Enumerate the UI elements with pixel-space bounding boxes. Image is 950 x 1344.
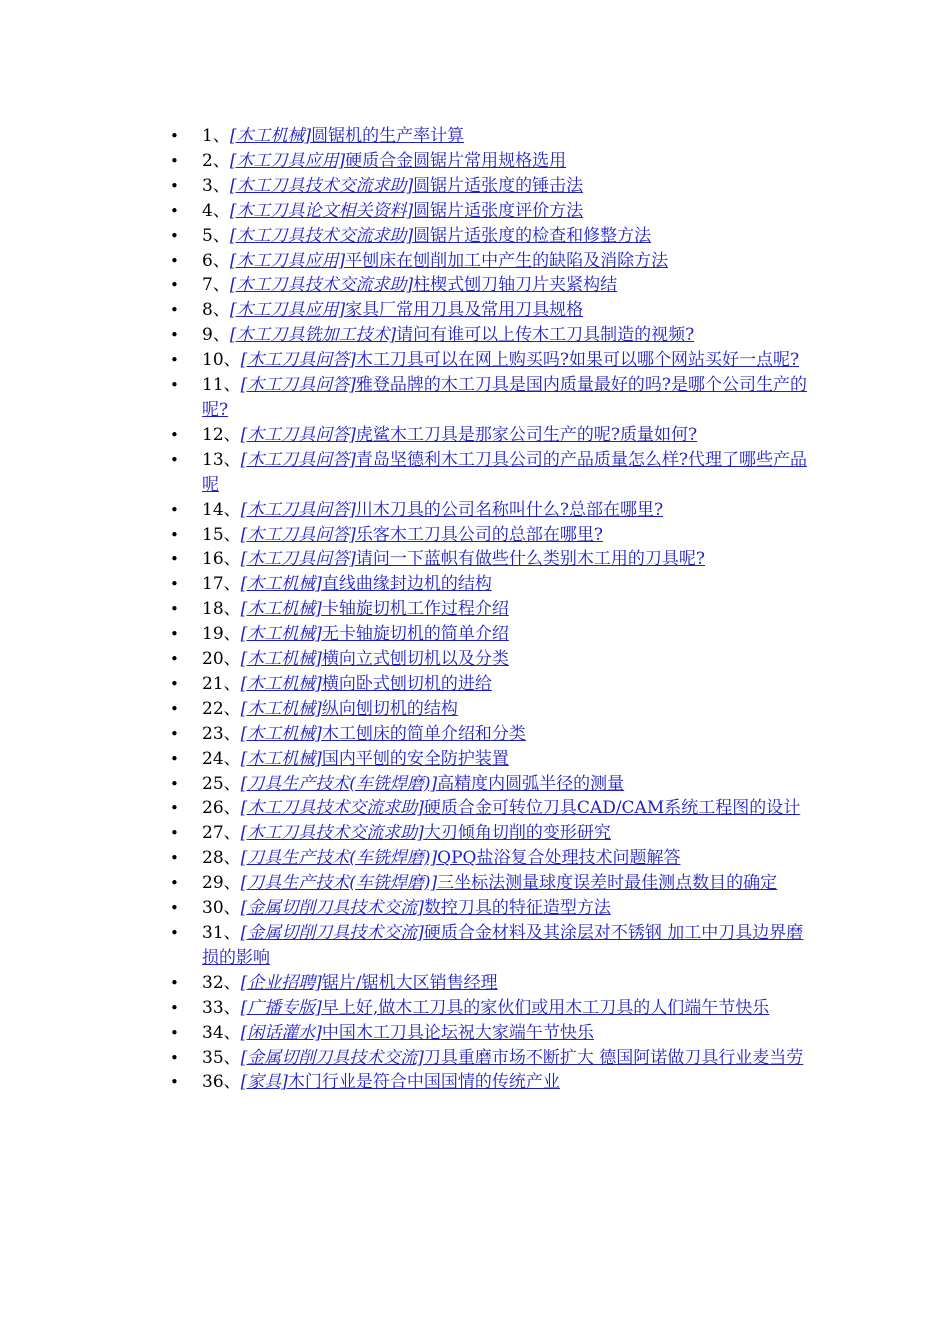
bullet-icon: • [170,650,179,669]
bullet-icon: • [170,874,179,893]
bullet-icon: • [170,525,179,544]
topic-link[interactable]: 木门行业是符合中国国情的传统产业 [287,1072,560,1093]
bullet-icon: • [170,127,179,145]
topic-link[interactable]: 硬质合金材料及其涂层对不锈钢 加工中刀具边界磨损的影响 [202,923,804,968]
list-item [168,647,808,672]
item-number: 28、 [202,848,241,869]
category-link[interactable]: [金属切削刀具技术交流] [240,898,424,919]
list-item [168,547,808,572]
category-link[interactable]: [广播专版] [240,997,322,1018]
category-link[interactable]: [木工机械] [240,574,322,595]
list-item [168,622,808,647]
bullet-icon: • [170,151,179,170]
category-link[interactable]: [木工刀具论文相关资料] [229,200,414,221]
list-item [168,871,808,896]
list-item [168,249,808,274]
category-link[interactable]: [木工机械] [240,723,322,744]
item-number: 2、 [202,150,230,171]
list-item [168,1046,808,1071]
item-number: 1、 [202,126,230,146]
topic-link[interactable]: 木工刨床的简单介绍和分类 [321,723,526,744]
category-link[interactable]: [木工刀具技术交流求助] [229,175,414,196]
item-number: 31、 [202,923,241,943]
topic-link[interactable]: 早上好,做木工刀具的家伙们或用木工刀具的人们端午节快乐 [321,997,770,1018]
item-number: 9、 [202,325,230,346]
category-link[interactable]: [木工机械] [240,649,322,670]
bullet-icon: • [170,226,179,245]
item-number: 5、 [202,225,230,246]
bullet-icon: • [170,326,179,345]
item-number: 17、 [202,574,241,595]
topic-link[interactable]: 木工刀具可以在网上购买吗?如果可以哪个网站买好一点呢? [355,350,800,371]
item-number: 35、 [202,1047,241,1068]
topic-link[interactable]: 家具厂常用刀具及常用刀具规格 [345,300,584,321]
topic-link[interactable]: 雅登品牌的木工刀具是国内质量最好的吗?是哪个公司生产的呢? [202,375,808,420]
item-number: 11、 [202,375,241,396]
category-link[interactable]: [木工刀具应用] [229,300,346,321]
category-link[interactable]: [刀具生产技术(车铣焊磨)] [240,873,438,894]
bullet-icon: • [170,1073,179,1092]
bullet-icon: • [170,351,179,370]
bullet-icon: • [170,899,179,918]
bullet-icon: • [170,799,179,818]
bullet-icon: • [170,425,179,444]
list-item [168,423,808,448]
bullet-icon: • [170,550,179,569]
list-item [168,672,808,697]
bullet-icon: • [170,176,179,195]
item-number: 13、 [202,449,241,470]
list-item [168,896,808,921]
topic-link[interactable]: 三坐标法测量球度误差时最佳测点数目的确定 [437,873,778,894]
bullet-icon: • [170,376,179,395]
bullet-icon: • [170,998,179,1017]
category-link[interactable]: [木工刀具技术交流求助] [240,823,424,844]
category-link[interactable]: [木工刀具问答] [240,549,356,570]
list-item [168,796,808,821]
list-item [168,747,808,772]
list-item [168,373,808,423]
category-link[interactable]: [家具] [240,1072,288,1093]
item-number: 23、 [202,723,241,744]
list-item [168,921,808,971]
topic-link[interactable]: 数控刀具的特征造型方法 [423,898,611,919]
list-item [168,597,808,622]
bullet-icon: • [170,674,179,693]
category-link[interactable]: [木工刀具问答] [240,424,356,445]
topic-link[interactable]: 刀具重磨市场不断扩大 德国阿诺做刀具行业麦当劳 [423,1047,804,1068]
bullet-icon: • [170,201,179,220]
item-number: 21、 [202,673,241,694]
category-link[interactable]: [闲话灌水] [240,1022,322,1043]
topic-link[interactable]: 硬质合金圆锯片常用规格选用 [345,150,567,171]
bullet-icon: • [170,699,179,718]
item-number: 36、 [202,1072,241,1093]
item-number: 18、 [202,599,241,620]
topic-list [168,124,808,1095]
topic-link[interactable]: 中国木工刀具论坛祝大家端午节快乐 [321,1022,594,1043]
category-link[interactable]: [刀具生产技术(车铣焊磨)] [240,773,438,794]
topic-link[interactable]: 乐客木工刀具公司的总部在哪里? [355,524,604,545]
category-link[interactable]: [木工刀具问答] [240,449,356,470]
list-item [168,772,808,797]
bullet-icon: • [170,1048,179,1067]
topic-link[interactable]: 川木刀具的公司名称叫什么?总部在哪里? [355,499,664,520]
topic-link[interactable]: 横向卧式刨切机的进给 [321,673,492,694]
bullet-icon: • [170,1023,179,1042]
topic-link[interactable]: 硬质合金可转位刀具CAD/CAM系统工程图的设计 [423,798,801,819]
list-item [168,273,808,298]
category-link[interactable]: [木工机械] [240,624,322,645]
topic-link[interactable]: 高精度内圆弧半径的测量 [437,773,625,794]
topic-link[interactable]: 锯片/锯机大区销售经理 [321,972,498,993]
bullet-icon: • [170,724,179,743]
item-number: 32、 [202,972,241,993]
item-number: 26、 [202,798,241,819]
category-link[interactable]: [木工机械] [240,673,322,694]
list-item [168,697,808,722]
item-number: 30、 [202,898,241,919]
item-number: 14、 [202,499,241,520]
category-link[interactable]: [刀具生产技术(车铣焊磨)] [240,848,438,869]
item-number: 7、 [202,275,230,296]
list-item [168,199,808,224]
list-item [168,996,808,1021]
list-item [168,1070,808,1095]
item-number: 10、 [202,350,241,371]
list-item [168,124,808,149]
category-link[interactable]: [木工机械] [240,698,322,719]
topic-link[interactable]: 大刃倾角切削的变形研究 [423,823,611,844]
topic-link[interactable]: 国内平刨的安全防护装置 [321,748,509,769]
item-number: 6、 [202,250,230,271]
item-number: 15、 [202,524,241,545]
list-item [168,971,808,996]
category-link[interactable]: [木工机械] [240,748,322,769]
topic-link[interactable]: 圆锯片适张度的检查和修整方法 [413,225,652,246]
bullet-icon: • [170,276,179,295]
item-number: 19、 [202,624,241,645]
topic-link[interactable]: 青岛坚德利木工刀具公司的产品质量怎么样?代理了哪些产品呢 [202,449,808,495]
topic-link[interactable]: QPQ盐浴复合处理技术问题解答 [437,848,681,869]
list-item [168,323,808,348]
category-link[interactable]: [木工刀具应用] [229,250,346,271]
item-number: 3、 [202,175,230,196]
topic-link[interactable]: 横向立式刨切机以及分类 [321,649,509,670]
category-link[interactable]: [木工机械] [240,599,322,620]
bullet-icon: • [170,500,179,519]
category-link[interactable]: [木工刀具问答] [240,499,356,520]
bullet-icon: • [170,301,179,320]
topic-link[interactable]: 虎鲨木工刀具是那家公司生产的呢?质量如何? [355,424,698,445]
list-item [168,572,808,597]
topic-link[interactable]: 圆锯机的生产率计算 [311,126,465,146]
topic-link[interactable]: 请问有谁可以上传木工刀具制造的视频? [396,325,695,346]
item-number: 20、 [202,649,241,670]
topic-link[interactable]: 圆锯片适张度的锤击法 [413,175,584,196]
item-number: 33、 [202,997,241,1018]
category-link[interactable]: [木工刀具问答] [240,524,356,545]
item-number: 22、 [202,698,241,719]
category-link[interactable]: [木工刀具技术交流求助] [229,275,414,296]
list-item [168,149,808,174]
bullet-icon: • [170,625,179,644]
list-item [168,348,808,373]
topic-link[interactable]: 柱楔式刨刀轴刀片夹紧构结 [413,275,618,296]
category-link[interactable]: [企业招聘] [240,972,322,993]
item-number: 25、 [202,773,241,794]
topic-link[interactable]: 卡轴旋切机工作过程介绍 [321,599,509,620]
category-link[interactable]: [金属切削刀具技术交流] [240,923,424,943]
topic-link[interactable]: 无卡轴旋切机的简单介绍 [321,624,509,645]
item-number: 29、 [202,873,241,894]
item-number: 34、 [202,1022,241,1043]
topic-link[interactable]: 圆锯片适张度评价方法 [413,200,584,221]
item-number: 12、 [202,424,241,445]
bullet-icon: • [170,774,179,793]
list-item [168,846,808,871]
bullet-icon: • [170,849,179,868]
topic-link[interactable]: 请问一下蓝帜有做些什么类别木工用的刀具呢? [355,549,706,570]
list-item [168,174,808,199]
category-link[interactable]: [木工机械] [229,126,312,146]
list-item [168,298,808,323]
topic-link[interactable]: 纵向刨切机的结构 [321,698,458,719]
bullet-icon: • [170,450,179,469]
list-item [168,448,808,498]
list-item [168,523,808,548]
list-item [168,498,808,523]
category-link[interactable]: [木工刀具技术交流求助] [240,798,424,819]
list-item [168,821,808,846]
bullet-icon: • [170,251,179,270]
bullet-icon: • [170,749,179,768]
category-link[interactable]: [木工刀具铣加工技术] [229,325,397,346]
category-link[interactable]: [木工刀具问答] [240,350,356,371]
bullet-icon: • [170,824,179,843]
topic-link[interactable]: 平刨床在刨削加工中产生的缺陷及消除方法 [345,250,669,271]
topic-link[interactable]: 直线曲缘封边机的结构 [321,574,492,595]
category-link[interactable]: [木工刀具应用] [229,150,346,171]
category-link[interactable]: [木工刀具问答] [240,375,356,396]
item-number: 8、 [202,300,230,321]
list-item [168,722,808,747]
list-item [168,1021,808,1046]
bullet-icon: • [170,575,179,594]
category-link[interactable]: [木工刀具技术交流求助] [229,225,414,246]
item-number: 27、 [202,823,241,844]
category-link[interactable]: [金属切削刀具技术交流] [240,1047,424,1068]
list-item [168,224,808,249]
bullet-icon: • [170,924,179,942]
bullet-icon: • [170,973,179,992]
item-number: 16、 [202,549,241,570]
item-number: 4、 [202,200,230,221]
bullet-icon: • [170,600,179,619]
item-number: 24、 [202,748,241,769]
